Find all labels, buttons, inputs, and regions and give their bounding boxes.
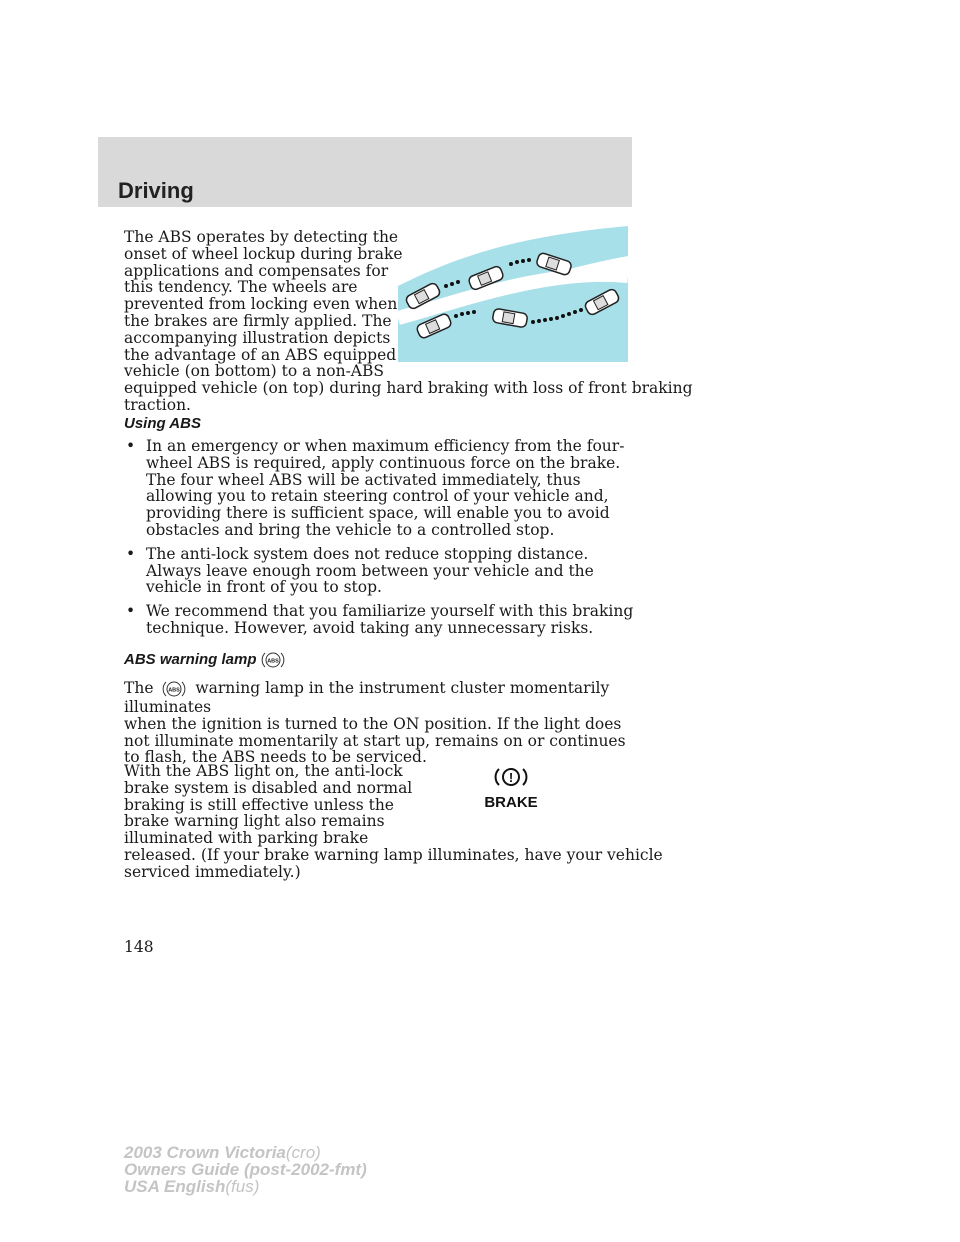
intro-line: accompanying illustration depicts [124,328,391,347]
intro-line: the brakes are firmly applied. The [124,311,392,330]
abs-comparison-illustration [398,226,628,362]
svg-text:BRAKE: BRAKE [484,794,538,811]
section-title: Driving [118,178,194,203]
para-line: braking is still effective unless the [124,795,394,814]
page-number: 148 [124,938,154,956]
list-item: • We recommend that you familiarize yourself with this braking technique. However, avoid taking any unnecessary risks. [124,603,644,637]
intro-line: this tendency. The wheels are [124,278,358,297]
intro-line: the advantage of an ABS equipped [124,345,397,364]
intro-line: equipped vehicle (on top) during hard braking with loss of front braking [124,379,693,398]
para-text: The [124,679,154,697]
document-footer [124,1144,367,1195]
footer-language: USA English [124,1177,226,1196]
para-line: illuminated with parking brake [124,829,369,848]
abs-warning-heading-text: ABS warning lamp [124,650,257,668]
para-line: brake warning light also remains [124,812,385,831]
para-text: warning lamp in the instrument cluster momentarily illuminates [124,679,610,716]
brake-warning-icon [482,766,540,814]
abs-inline-icon [162,679,186,699]
using-abs-heading: Using ABS [124,415,201,432]
svg-text:!: ! [508,770,514,785]
intro-line: traction. [124,395,191,414]
footer-guide: Owners Guide (post-2002-fmt) [124,1160,367,1179]
abs-warning-icon [261,650,285,670]
para-line: serviced immediately.) [124,862,301,881]
para-line: released. (If your brake warning lamp illuminates, have your vehicle [124,845,663,864]
intro-line: The ABS operates by detecting the [124,228,399,246]
list-item: • The anti-lock system does not reduce stopping distance. Always leave enough room between your vehicle and the vehicle in front of you to stop. [124,546,644,596]
list-item: • In an emergency or when maximum efficiency from the four-wheel ABS is required, apply continuous force on the brake. The four wheel ABS will be activated immediately, thus allowing you to retain steering control of your vehicle and, providing there is sufficient space, will enable you to avoid obstacles and bring the vehicle to a controlled stop. [124,438,644,539]
footer-model: 2003 Crown Victoria [124,1143,286,1162]
intro-line: prevented from locking even when [124,295,398,314]
para-text: when the ignition is turned to the ON position. If the light does not illuminate momentarily at start up, remains on or continues to flash, the ABS needs to be serviced. [124,714,626,767]
para-line: With the ABS light on, the anti-lock [124,762,403,780]
footer-language-code: (fus) [225,1177,260,1196]
para-line: brake system is disabled and normal [124,778,413,797]
abs-light-paragraph [124,763,663,881]
abs-warning-paragraph [124,679,644,766]
svg-text:ABS: ABS [168,687,181,694]
using-abs-list [124,438,644,644]
svg-text:ABS: ABS [266,658,279,665]
intro-line: applications and compensates for [124,261,389,280]
intro-line: onset of wheel lockup during brake [124,244,403,263]
footer-model-code: (cro) [285,1143,321,1162]
intro-line: vehicle (on bottom) to a non-ABS [124,362,385,381]
abs-warning-heading [124,650,285,670]
